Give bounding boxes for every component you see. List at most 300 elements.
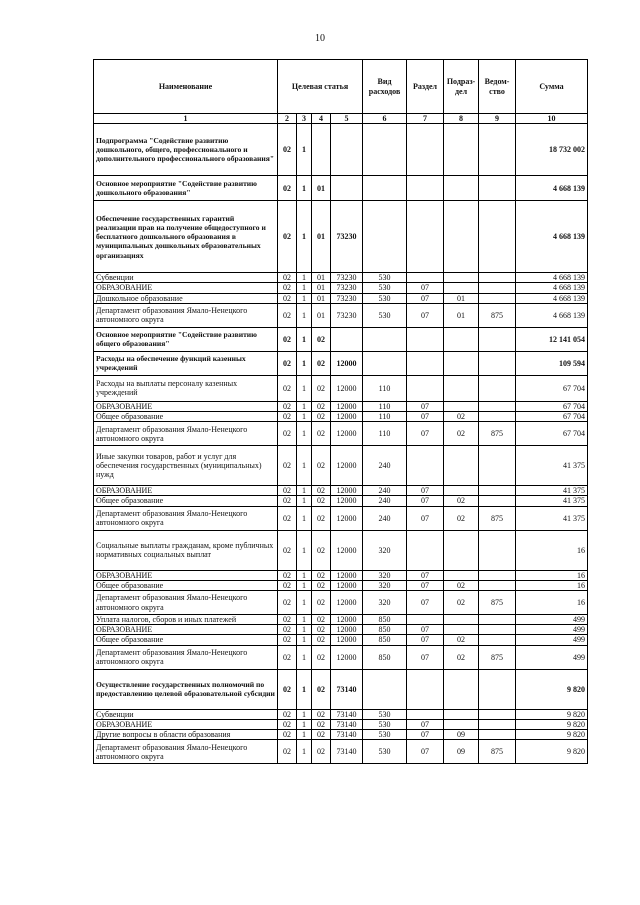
column-number: 4 <box>312 114 331 124</box>
column-number: 2 <box>278 114 297 124</box>
department-code <box>479 486 516 496</box>
subsection-code <box>444 709 479 719</box>
section-code: 07 <box>407 635 444 645</box>
target-direction: 12000 <box>331 570 363 580</box>
target-program: 02 <box>278 570 297 580</box>
expense-type: 530 <box>363 740 407 764</box>
target-program: 02 <box>278 446 297 486</box>
header-name: Наименование <box>94 60 278 114</box>
table-row <box>94 635 588 645</box>
target-subprogram: 1 <box>297 293 312 303</box>
sum-value: 4 668 139 <box>516 273 588 283</box>
header-department: Ведом-ство <box>479 60 516 114</box>
row-name: Основное мероприятие "Содействие развитию дошкольного образования" <box>94 176 278 201</box>
target-subprogram: 1 <box>297 303 312 327</box>
target-program: 02 <box>278 709 297 719</box>
row-name: ОБРАЗОВАНИЕ <box>94 719 278 729</box>
target-subprogram: 1 <box>297 580 312 590</box>
target-subprogram: 1 <box>297 375 312 401</box>
target-direction <box>331 176 363 201</box>
row-name: ОБРАЗОВАНИЕ <box>94 401 278 411</box>
section-code: 07 <box>407 570 444 580</box>
subsection-code <box>444 351 479 375</box>
sum-value: 9 820 <box>516 730 588 740</box>
department-code <box>479 496 516 506</box>
table-row <box>94 645 588 669</box>
target-program: 02 <box>278 635 297 645</box>
table-row <box>94 293 588 303</box>
target-program: 02 <box>278 327 297 351</box>
target-activity: 02 <box>312 740 331 764</box>
section-code: 07 <box>407 625 444 635</box>
target-activity: 02 <box>312 645 331 669</box>
target-direction: 12000 <box>331 496 363 506</box>
expense-type: 320 <box>363 591 407 615</box>
target-program: 02 <box>278 591 297 615</box>
expense-type: 850 <box>363 625 407 635</box>
section-code <box>407 351 444 375</box>
expense-type: 240 <box>363 446 407 486</box>
department-code <box>479 625 516 635</box>
target-direction: 12000 <box>331 625 363 635</box>
target-program: 02 <box>278 401 297 411</box>
subsection-code <box>444 375 479 401</box>
target-subprogram: 1 <box>297 412 312 422</box>
target-activity: 02 <box>312 496 331 506</box>
target-subprogram: 1 <box>297 486 312 496</box>
target-direction: 12000 <box>331 422 363 446</box>
target-activity: 01 <box>312 283 331 293</box>
department-code <box>479 615 516 625</box>
target-program: 02 <box>278 412 297 422</box>
target-program: 02 <box>278 303 297 327</box>
target-activity: 02 <box>312 422 331 446</box>
target-direction: 73140 <box>331 719 363 729</box>
target-direction: 12000 <box>331 645 363 669</box>
table-row <box>94 412 588 422</box>
subsection-code <box>444 615 479 625</box>
target-direction: 73140 <box>331 740 363 764</box>
department-code <box>479 635 516 645</box>
row-name: Департамент образования Ямало-Ненецкого автономного округа <box>94 740 278 764</box>
target-program: 02 <box>278 669 297 709</box>
target-program: 02 <box>278 201 297 273</box>
subsection-code <box>444 283 479 293</box>
section-code <box>407 530 444 570</box>
target-activity: 01 <box>312 273 331 283</box>
table-row <box>94 422 588 446</box>
target-program: 02 <box>278 375 297 401</box>
section-code: 07 <box>407 591 444 615</box>
table-row <box>94 446 588 486</box>
section-code: 07 <box>407 283 444 293</box>
target-program: 02 <box>278 273 297 283</box>
target-direction: 12000 <box>331 530 363 570</box>
target-activity: 02 <box>312 615 331 625</box>
target-direction: 12000 <box>331 635 363 645</box>
target-activity: 02 <box>312 580 331 590</box>
sum-value: 41 375 <box>516 446 588 486</box>
section-code: 07 <box>407 422 444 446</box>
sum-value: 12 141 054 <box>516 327 588 351</box>
target-subprogram: 1 <box>297 283 312 293</box>
subsection-code: 02 <box>444 645 479 669</box>
target-activity: 01 <box>312 176 331 201</box>
header-section: Раздел <box>407 60 444 114</box>
section-code: 07 <box>407 401 444 411</box>
target-program: 02 <box>278 293 297 303</box>
column-number: 7 <box>407 114 444 124</box>
target-activity: 01 <box>312 201 331 273</box>
subsection-code <box>444 719 479 729</box>
row-name: Общее образование <box>94 496 278 506</box>
target-program: 02 <box>278 351 297 375</box>
expense-type: 240 <box>363 496 407 506</box>
subsection-code <box>444 327 479 351</box>
row-name: Иные закупки товаров, работ и услуг для обеспечения государственных (муниципальных) нужд <box>94 446 278 486</box>
section-code <box>407 124 444 176</box>
sum-value: 499 <box>516 625 588 635</box>
target-program: 02 <box>278 496 297 506</box>
target-direction: 73230 <box>331 283 363 293</box>
target-activity: 02 <box>312 669 331 709</box>
department-code <box>479 201 516 273</box>
section-code: 07 <box>407 740 444 764</box>
department-code: 875 <box>479 645 516 669</box>
sum-value: 67 704 <box>516 375 588 401</box>
column-number: 3 <box>297 114 312 124</box>
expense-type <box>363 124 407 176</box>
target-activity: 02 <box>312 327 331 351</box>
department-code <box>479 570 516 580</box>
section-code: 07 <box>407 580 444 590</box>
table-row <box>94 709 588 719</box>
subsection-code: 02 <box>444 635 479 645</box>
department-code <box>479 273 516 283</box>
target-activity: 02 <box>312 530 331 570</box>
row-name: Департамент образования Ямало-Ненецкого автономного округа <box>94 303 278 327</box>
section-code: 07 <box>407 303 444 327</box>
table-row <box>94 591 588 615</box>
target-subprogram: 1 <box>297 645 312 669</box>
target-subprogram: 1 <box>297 506 312 530</box>
department-code: 875 <box>479 740 516 764</box>
subsection-code <box>444 401 479 411</box>
row-name: Департамент образования Ямало-Ненецкого автономного округа <box>94 422 278 446</box>
target-subprogram: 1 <box>297 635 312 645</box>
section-code: 07 <box>407 293 444 303</box>
target-activity: 02 <box>312 486 331 496</box>
target-direction: 12000 <box>331 401 363 411</box>
target-subprogram: 1 <box>297 446 312 486</box>
target-program: 02 <box>278 719 297 729</box>
target-activity: 02 <box>312 375 331 401</box>
department-code <box>479 412 516 422</box>
row-name: Департамент образования Ямало-Ненецкого автономного округа <box>94 591 278 615</box>
target-direction: 73230 <box>331 201 363 273</box>
sum-value: 16 <box>516 570 588 580</box>
row-name: ОБРАЗОВАНИЕ <box>94 625 278 635</box>
target-subprogram: 1 <box>297 530 312 570</box>
target-subprogram: 1 <box>297 625 312 635</box>
subsection-code: 09 <box>444 730 479 740</box>
expense-type: 850 <box>363 635 407 645</box>
target-program: 02 <box>278 283 297 293</box>
subsection-code: 02 <box>444 422 479 446</box>
section-code: 07 <box>407 719 444 729</box>
target-program: 02 <box>278 740 297 764</box>
department-code <box>479 176 516 201</box>
table-row <box>94 375 588 401</box>
target-activity: 02 <box>312 719 331 729</box>
section-code <box>407 327 444 351</box>
row-name: ОБРАЗОВАНИЕ <box>94 283 278 293</box>
table-row <box>94 580 588 590</box>
department-code <box>479 446 516 486</box>
expense-type: 850 <box>363 645 407 669</box>
header-row <box>94 60 588 114</box>
sum-value: 499 <box>516 635 588 645</box>
subsection-code <box>444 273 479 283</box>
target-activity: 01 <box>312 293 331 303</box>
sum-value: 18 732 002 <box>516 124 588 176</box>
column-number: 8 <box>444 114 479 124</box>
row-name: Уплата налогов, сборов и иных платежей <box>94 615 278 625</box>
table-row <box>94 740 588 764</box>
subsection-code: 09 <box>444 740 479 764</box>
target-program: 02 <box>278 506 297 530</box>
subsection-code: 02 <box>444 496 479 506</box>
table-row <box>94 669 588 709</box>
target-direction: 73140 <box>331 730 363 740</box>
expense-type: 530 <box>363 283 407 293</box>
sum-value: 4 668 139 <box>516 176 588 201</box>
section-code <box>407 446 444 486</box>
department-code: 875 <box>479 422 516 446</box>
sum-value: 9 820 <box>516 719 588 729</box>
target-activity: 02 <box>312 625 331 635</box>
sum-value: 499 <box>516 645 588 669</box>
sum-value: 9 820 <box>516 709 588 719</box>
row-name: Основное мероприятие "Содействие развитию общего образования" <box>94 327 278 351</box>
target-direction: 12000 <box>331 412 363 422</box>
row-name: Расходы на выплаты персоналу казенных учреждений <box>94 375 278 401</box>
expense-type: 110 <box>363 422 407 446</box>
subsection-code <box>444 124 479 176</box>
table-row <box>94 327 588 351</box>
table-row <box>94 530 588 570</box>
subsection-code <box>444 201 479 273</box>
section-code: 07 <box>407 496 444 506</box>
row-name: Департамент образования Ямало-Ненецкого автономного округа <box>94 645 278 669</box>
expense-type: 240 <box>363 506 407 530</box>
column-number: 1 <box>94 114 278 124</box>
header-sum: Сумма <box>516 60 588 114</box>
target-direction: 12000 <box>331 506 363 530</box>
page-number: 10 <box>315 33 325 44</box>
sum-value: 499 <box>516 615 588 625</box>
subsection-code: 02 <box>444 580 479 590</box>
target-direction <box>331 124 363 176</box>
target-subprogram: 1 <box>297 351 312 375</box>
table-row <box>94 283 588 293</box>
sum-value: 16 <box>516 580 588 590</box>
row-name: Дошкольное образование <box>94 293 278 303</box>
department-code <box>479 669 516 709</box>
target-activity: 02 <box>312 401 331 411</box>
section-code <box>407 375 444 401</box>
department-code <box>479 709 516 719</box>
column-number: 9 <box>479 114 516 124</box>
table-body <box>94 124 588 764</box>
table-row <box>94 719 588 729</box>
row-name: Обеспечение государственных гарантий реализации прав на получение общедоступного и бесплатного дошкольного образования в муниципальных дошкольных образовательных организациях <box>94 201 278 273</box>
subsection-code <box>444 176 479 201</box>
column-number-row <box>94 114 588 124</box>
target-direction: 73140 <box>331 669 363 709</box>
department-code <box>479 401 516 411</box>
table-row <box>94 201 588 273</box>
table-row <box>94 496 588 506</box>
expense-type <box>363 351 407 375</box>
expense-type: 320 <box>363 530 407 570</box>
department-code <box>479 124 516 176</box>
row-name: Общее образование <box>94 635 278 645</box>
subsection-code: 01 <box>444 293 479 303</box>
subsection-code <box>444 446 479 486</box>
target-direction: 73230 <box>331 273 363 283</box>
subsection-code <box>444 530 479 570</box>
target-subprogram: 1 <box>297 496 312 506</box>
subsection-code: 02 <box>444 591 479 615</box>
target-subprogram: 1 <box>297 591 312 615</box>
department-code <box>479 327 516 351</box>
expense-type: 850 <box>363 615 407 625</box>
subsection-code <box>444 570 479 580</box>
sum-value: 16 <box>516 530 588 570</box>
expense-type: 110 <box>363 401 407 411</box>
table-row <box>94 486 588 496</box>
row-name: Подпрограмма "Содействие развитию дошкольного, общего, профессионального и дополнительного профессионального образования" <box>94 124 278 176</box>
row-name: Осуществление государственных полномочий по предоставлению целевой образовательной субсидии <box>94 669 278 709</box>
target-subprogram: 1 <box>297 709 312 719</box>
column-number: 6 <box>363 114 407 124</box>
target-direction: 12000 <box>331 375 363 401</box>
expense-type <box>363 201 407 273</box>
subsection-code <box>444 486 479 496</box>
expense-type: 530 <box>363 303 407 327</box>
section-code <box>407 669 444 709</box>
header-subsection: Подраз-дел <box>444 60 479 114</box>
table-row <box>94 625 588 635</box>
section-code <box>407 176 444 201</box>
target-direction: 12000 <box>331 615 363 625</box>
department-code <box>479 580 516 590</box>
target-activity: 02 <box>312 412 331 422</box>
target-program: 02 <box>278 530 297 570</box>
target-direction: 12000 <box>331 580 363 590</box>
subsection-code: 01 <box>444 303 479 327</box>
expense-type: 530 <box>363 293 407 303</box>
target-direction: 73230 <box>331 293 363 303</box>
sum-value: 109 594 <box>516 351 588 375</box>
department-code <box>479 719 516 729</box>
target-activity: 02 <box>312 570 331 580</box>
row-name: Общее образование <box>94 412 278 422</box>
target-subprogram: 1 <box>297 570 312 580</box>
table-row <box>94 401 588 411</box>
target-direction: 12000 <box>331 446 363 486</box>
table-row <box>94 273 588 283</box>
target-program: 02 <box>278 730 297 740</box>
row-name: ОБРАЗОВАНИЕ <box>94 486 278 496</box>
target-direction: 73140 <box>331 709 363 719</box>
target-activity: 02 <box>312 635 331 645</box>
section-code <box>407 201 444 273</box>
budget-table <box>93 59 588 764</box>
target-subprogram: 1 <box>297 273 312 283</box>
target-activity: 01 <box>312 303 331 327</box>
section-code: 07 <box>407 506 444 530</box>
department-code <box>479 351 516 375</box>
row-name: Департамент образования Ямало-Ненецкого автономного округа <box>94 506 278 530</box>
table-row <box>94 124 588 176</box>
target-direction: 73230 <box>331 303 363 327</box>
expense-type <box>363 176 407 201</box>
section-code <box>407 709 444 719</box>
target-subprogram: 1 <box>297 740 312 764</box>
sum-value: 4 668 139 <box>516 283 588 293</box>
target-program: 02 <box>278 615 297 625</box>
department-code <box>479 375 516 401</box>
section-code <box>407 615 444 625</box>
column-number: 5 <box>331 114 363 124</box>
row-name: Общее образование <box>94 580 278 590</box>
target-activity: 02 <box>312 730 331 740</box>
sum-value: 16 <box>516 591 588 615</box>
subsection-code <box>444 625 479 635</box>
sum-value: 67 704 <box>516 401 588 411</box>
sum-value: 4 668 139 <box>516 303 588 327</box>
sum-value: 4 668 139 <box>516 293 588 303</box>
table-row <box>94 303 588 327</box>
sum-value: 67 704 <box>516 412 588 422</box>
target-program: 02 <box>278 124 297 176</box>
target-subprogram: 1 <box>297 615 312 625</box>
row-name: Расходы на обеспечение функций казенных учреждений <box>94 351 278 375</box>
header-expense-type: Вид расходов <box>363 60 407 114</box>
expense-type: 240 <box>363 486 407 496</box>
target-activity: 02 <box>312 709 331 719</box>
expense-type: 110 <box>363 375 407 401</box>
department-code <box>479 293 516 303</box>
department-code: 875 <box>479 591 516 615</box>
target-subprogram: 1 <box>297 719 312 729</box>
sum-value: 9 820 <box>516 669 588 709</box>
target-program: 02 <box>278 486 297 496</box>
row-name: Субвенции <box>94 709 278 719</box>
column-number: 10 <box>516 114 588 124</box>
expense-type: 530 <box>363 709 407 719</box>
target-subprogram: 1 <box>297 422 312 446</box>
target-program: 02 <box>278 625 297 635</box>
sum-value: 41 375 <box>516 496 588 506</box>
expense-type <box>363 669 407 709</box>
table-row <box>94 506 588 530</box>
target-program: 02 <box>278 580 297 590</box>
target-subprogram: 1 <box>297 201 312 273</box>
target-program: 02 <box>278 645 297 669</box>
